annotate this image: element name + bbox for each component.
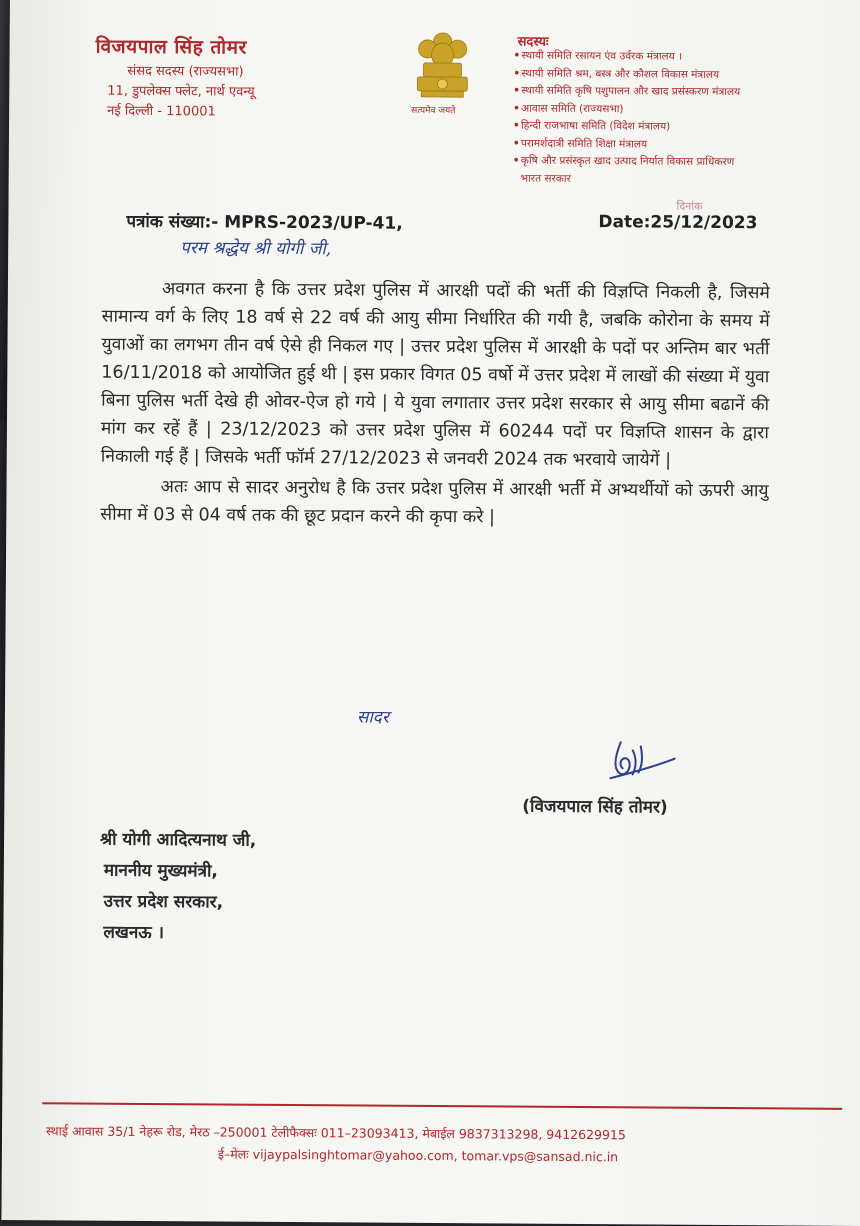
letter-sheet bbox=[1, 0, 860, 1226]
committees-title: सदस्यः bbox=[517, 34, 549, 50]
handwritten-closing: सादर bbox=[356, 707, 389, 728]
committees-list bbox=[513, 48, 741, 190]
committee-item: •स्थायी समिति श्रम, बस्त्र और कौशल विकास मंत्रालय bbox=[513, 67, 720, 81]
recipient-address bbox=[99, 825, 256, 950]
handwritten-salutation: परम श्रद्धेय श्री योगी जी, bbox=[180, 238, 332, 260]
paragraph-1: अवगत करना है कि उत्तर प्रदेश पुलिस में आरक्षी पदों की भर्ती की विज्ञप्ति निकली है, जिसमे सामान्य वर्ग के लिए 18 वर्ष से 22 वर्ष की आयु सीमा निर्धारित की गयी है, जबकि कोरोना के समय में युवाओं का लगभग तीन वर्ष ऐसे ही निकल गए | उत्तर प्रदेश पुलिस में आरक्षी के पदों पर अन्तिम बार भर्ती 16/11/2018 को आयोजित हुई थी | इस प्रकार विगत 05 वर्षो में उत्तर प्रदेश में लाखों की संख्या में युवा बिना पुलिस भर्ती देखे ही ओवर-ऐज हो गये | ये युवा लगातार उत्तर प्रदेश सरकार से आयु सीमा बढानें की मांग कर रहें हैं | 23/12/2023 को उत्तर प्रदेश पुलिस में 60244 पदों पर विज्ञप्ति शासन के द्वारा निकाली गई हैं | जिसके भर्ती फॉर्म 27/12/2023 से जनवरी 2024 तक भरवाये जायेगें | bbox=[100, 279, 770, 471]
mp-address-line1: 11, डुपलेक्स फ्लेट, नार्थ एवन्यू bbox=[107, 83, 255, 100]
committee-item: •आवास समिति (राज्यसभा) bbox=[513, 102, 624, 115]
recipient-line: उत्तर प्रदेश सरकार, bbox=[103, 891, 224, 913]
handwritten-signature-icon bbox=[602, 732, 682, 789]
committee-item: •कृषि और प्रसंस्कृत खाद उत्पाद निर्यात विकास प्राधिकरण bbox=[512, 154, 735, 169]
recipient-line: लखनऊ । bbox=[103, 922, 165, 944]
footer-divider bbox=[42, 1102, 842, 1110]
recipient-line: श्री योगी आदित्यनाथ जी, bbox=[100, 829, 257, 851]
letter-date: Date:25/12/2023 bbox=[598, 212, 758, 234]
recipient-line: माननीय मुख्यमंत्री, bbox=[103, 860, 218, 882]
committee-item: •परामर्शदात्री समिति शिक्षा मंत्रालय bbox=[512, 137, 648, 150]
mp-designation: संसद सदस्य (राज्यसभा) bbox=[127, 63, 244, 80]
signer-name: (विजयपाल सिंह तोमर) bbox=[522, 796, 668, 818]
mp-name: विजयपाल सिंह तोमर bbox=[95, 35, 247, 59]
committee-item: •स्थायी समिति रसायन एंव उर्वरक मंत्रालय । bbox=[513, 49, 683, 63]
committee-item: •हिन्दी राजभाषा समिति (विदेश मंत्रालय) bbox=[513, 119, 671, 133]
footer-email: ई–मेलः vijaypalsinghtomar@yahoo.com, tomar.vps@sansad.nic.in bbox=[217, 1146, 619, 1165]
date-stamp-label: दिनांक bbox=[676, 199, 703, 213]
footer-address: स्थाई आवास 35/1 नेहरू रोड, मेरठ –250001 टेलीफैक्सः 011–23093413, मेबाईल 9837313298, 9412629915 bbox=[45, 1123, 626, 1143]
mp-address-line2: नई दिल्ली - 110001 bbox=[107, 103, 216, 120]
reference-number: पत्रांक संख्या:- MPRS-2023/UP-41, bbox=[126, 211, 403, 234]
letter-body bbox=[100, 275, 770, 534]
paragraph-2: अतः आप से सादर अनुरोध है कि उत्तर प्रदेश पुलिस में आरक्षी भर्ती में अभ्यर्थीयों को ऊपरी आयु सीमा में 03 से 04 वर्ष तक की छूट प्रदान करने की कृपा करे | bbox=[100, 477, 769, 528]
emblem-motto: सत्यमेव जयते bbox=[411, 105, 456, 117]
committee-item-continuation: भारत सरकार bbox=[520, 172, 571, 185]
committee-item: •स्थायी समिति कृषि पशुपालन और खाद प्रसंस्करण मंत्रालय bbox=[513, 84, 741, 99]
